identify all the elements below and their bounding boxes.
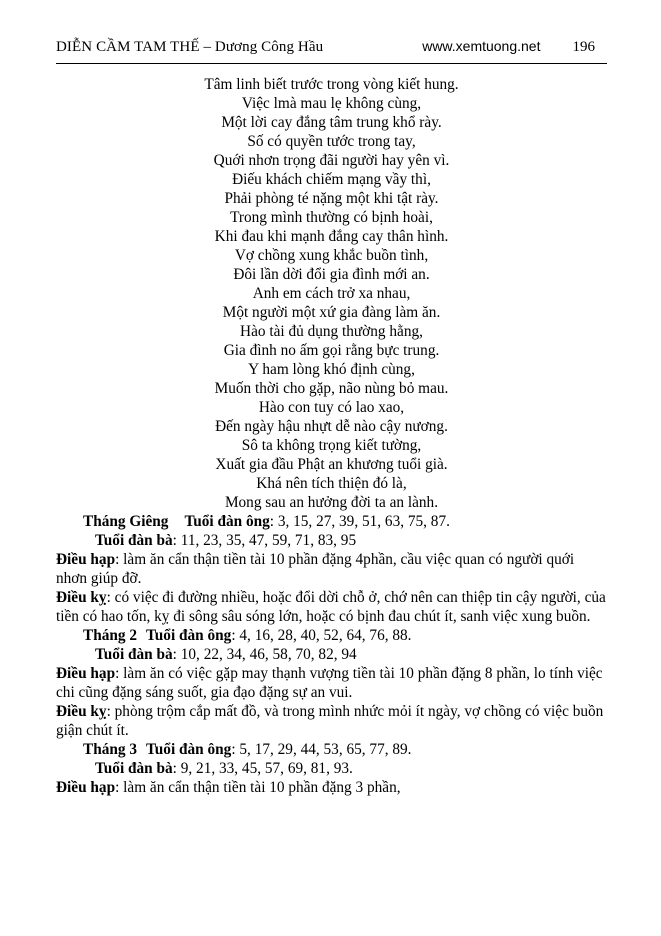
favorable-label: Điều hạp bbox=[56, 551, 116, 568]
poem-line: Quới nhơn trọng đãi người hay yên vì. bbox=[213, 152, 450, 169]
poem-line: Một lời cay đắng tâm trung khổ rày. bbox=[221, 114, 442, 131]
page-number: 196 bbox=[572, 39, 595, 55]
avoid-text: : có việc đi đường nhiều, hoặc đổi dời chỗ ở, chớ nên can thiệp tin cậy người, của tiền có hao tốn, kỵ đi sông sâu sóng lớn, hoặc có bịnh đau chút ít, sanh việc xung buồn. bbox=[56, 589, 606, 625]
poem-line: Sô ta không trọng kiết tường, bbox=[241, 437, 422, 454]
month-heading bbox=[56, 626, 607, 645]
month-sections bbox=[56, 512, 607, 797]
month-section-gieng bbox=[56, 512, 607, 626]
men-ages-label: Tuổi đàn ông bbox=[146, 627, 232, 644]
favorable-text: : làm ăn có việc gặp may thạnh vượng tiền tài 10 phần đặng 8 phần, lo tính việc chi cũng đặng sáng suốt, gia đạo đặng sự an vui. bbox=[56, 665, 603, 701]
poem-line: Phải phòng té nặng một khi tật rày. bbox=[224, 190, 439, 207]
poem-line: Việc lmà mau lẹ không cùng, bbox=[241, 95, 422, 112]
poem-line: Khi đau khi mạnh đắng cay thân hình. bbox=[214, 228, 449, 245]
women-ages-label: Tuổi đàn bà bbox=[95, 532, 173, 549]
page-header bbox=[56, 37, 607, 57]
favorable-label: Điều hạp bbox=[56, 665, 116, 682]
poem-line: Đôi lần dời đổi gia đình mới an. bbox=[233, 266, 430, 283]
poem-line: Vợ chồng xung khắc buồn tình, bbox=[234, 247, 429, 264]
men-ages-label: Tuổi đàn ông bbox=[184, 513, 270, 530]
poem-line: Muốn thời cho gặp, não nùng bỏ mau. bbox=[214, 380, 449, 397]
book-title: DIỄN CẦM TAM THẾ – Dương Công Hầu bbox=[56, 39, 324, 55]
poem-line: Điếu khách chiếm mạng vầy thì, bbox=[232, 171, 431, 188]
favorable-paragraph bbox=[56, 778, 607, 797]
men-ages-values: : 4, 16, 28, 40, 52, 64, 76, 88. bbox=[231, 627, 412, 644]
month-heading bbox=[56, 512, 607, 531]
favorable-paragraph bbox=[56, 550, 607, 588]
women-ages-values: : 9, 21, 33, 45, 57, 69, 81, 93. bbox=[172, 760, 353, 777]
month-section-2 bbox=[56, 626, 607, 740]
favorable-label: Điều hạp bbox=[56, 779, 116, 796]
poem-line: Hào tài đủ dụng thường hằng, bbox=[240, 323, 423, 340]
men-ages-values: : 3, 15, 27, 39, 51, 63, 75, 87. bbox=[269, 513, 450, 530]
poem-line: Trong mình thường có bịnh hoài, bbox=[230, 209, 433, 226]
avoid-text: : phòng trộm cắp mất đồ, và trong mình nhức mỏi ít ngày, vợ chồng có việc buồn giận chút ít. bbox=[56, 703, 604, 739]
avoid-label: Điều kỵ bbox=[56, 589, 107, 606]
women-ages-line bbox=[56, 531, 607, 550]
women-ages-label: Tuổi đàn bà bbox=[95, 760, 173, 777]
poem-line: Khá nên tích thiện đó là, bbox=[256, 475, 407, 492]
poem-line: Xuất gia đầu Phật an khương tuổi già. bbox=[215, 456, 448, 473]
poem-line: Số có quyền tước trong tay, bbox=[247, 133, 416, 150]
poem-line: Hào con tuy có lao xao, bbox=[258, 399, 405, 416]
poem-line: Tâm linh biết trước trong vòng kiết hung. bbox=[204, 76, 459, 93]
month-label: Tháng 2 bbox=[83, 627, 137, 644]
favorable-paragraph bbox=[56, 664, 607, 702]
favorable-text: : làm ăn cẩn thận tiền tài 10 phần đặng 4phần, cầu việc quan có người quới nhơn giúp đỡ. bbox=[56, 551, 575, 587]
women-ages-values: : 10, 22, 34, 46, 58, 70, 82, 94 bbox=[172, 646, 357, 663]
month-section-3 bbox=[56, 740, 607, 797]
poem-line: Gia đình no ấm gọi rằng bực trung. bbox=[223, 342, 440, 359]
women-ages-line bbox=[56, 645, 607, 664]
men-ages-values: : 5, 17, 29, 44, 53, 65, 77, 89. bbox=[231, 741, 412, 758]
women-ages-values: : 11, 23, 35, 47, 59, 71, 83, 95 bbox=[172, 532, 357, 549]
month-heading bbox=[56, 740, 607, 759]
poem-line: Một người một xứ gia đàng làm ăn. bbox=[222, 304, 441, 321]
header-right bbox=[422, 37, 607, 57]
avoid-paragraph bbox=[56, 588, 607, 626]
month-label: Tháng 3 bbox=[83, 741, 137, 758]
poem-line: Mong sau an hưởng đời ta an lành. bbox=[224, 494, 439, 511]
website-url: www.xemtuong.net bbox=[422, 38, 541, 54]
month-label: Tháng Giêng bbox=[83, 513, 169, 530]
women-ages-label: Tuổi đàn bà bbox=[95, 646, 173, 663]
poem-block bbox=[56, 75, 607, 512]
poem-line: Anh em cách trở xa nhau, bbox=[252, 285, 411, 302]
avoid-paragraph bbox=[56, 702, 607, 740]
favorable-text: : làm ăn cẩn thận tiền tài 10 phần đặng 3 phần, bbox=[115, 779, 401, 796]
poem-line: Y ham lòng khó định cùng, bbox=[248, 361, 415, 378]
women-ages-line bbox=[56, 759, 607, 778]
men-ages-label: Tuổi đàn ông bbox=[146, 741, 232, 758]
avoid-label: Điều kỵ bbox=[56, 703, 107, 720]
header-divider bbox=[56, 63, 607, 64]
poem-line: Đến ngày hậu nhựt dễ nào cậy nương. bbox=[215, 418, 448, 435]
